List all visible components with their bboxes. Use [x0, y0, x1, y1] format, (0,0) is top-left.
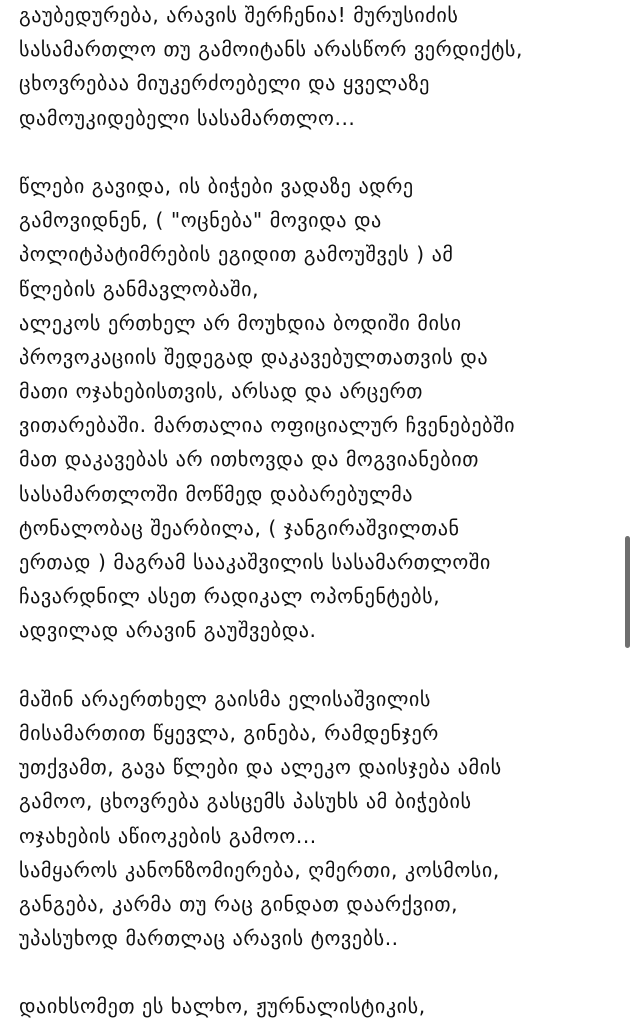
text-line: წლები გავიდა, ის ბიჭები ვადაზე ადრე — [19, 173, 414, 198]
text-line: ოჯახების აწიოკების გამოო... — [19, 823, 317, 848]
text-line: უთქვამთ, გავა წლები და ალეკო დაისჯება ამის — [19, 755, 502, 780]
text-line: გაუბედურება, არავის შერჩენია! მურუსიძის — [19, 3, 459, 27]
paragraph-4 — [19, 989, 619, 1023]
text-line: ჩავარდნილ ასეთ რადიკალ ოპონენტებს, — [19, 584, 441, 609]
paragraph-spacer — [19, 135, 619, 169]
text-line: ერთად ) მაგრამ სააკაშვილის სასამართლოში — [19, 550, 491, 574]
text-line: წლების განმავლობაში, — [19, 276, 260, 301]
text-line: სამყაროს კანონზომიერება, ღმერთი, კოსმოსი, — [19, 857, 500, 882]
text-line: მათი ოჯახებისთვის, არსად და არცერთ — [19, 379, 423, 404]
text-line: პოლიტპატიმრების ეგიდით გამოუშვეს ) ამ — [19, 242, 454, 267]
paragraph-2 — [19, 169, 619, 648]
text-line: სასამართლო თუ გამოიტანს არასწორ ვერდიქტს, — [19, 37, 523, 62]
text-line: ადვილად არავინ გაუშვებდა. — [19, 618, 317, 643]
text-line: მათ დაკავებას არ ითხოვდა და მოგვიანებით — [19, 447, 479, 472]
paragraph-spacer — [19, 955, 619, 989]
text-line: ცხოვრებაა მიუკერძოებელი და ყველაზე — [19, 71, 430, 96]
text-line: ალეკოს ერთხელ არ მოუხდია ბოდიში მისი — [19, 310, 462, 335]
paragraph-3 — [19, 682, 619, 956]
text-line: ვითარებაში. მართალია ოფიციალურ ჩვენებებში — [19, 413, 516, 438]
text-line: სასამართლოში მოწმედ დაბარებულმა — [19, 481, 414, 506]
text-line: დაიხსომეთ ეს ხალხო, ჟურნალისტიკის, — [19, 994, 426, 1019]
text-line: განგება, კარმა თუ რაც გინდათ დაარქვით, — [19, 891, 459, 916]
text-line: გამოვიდნენ, ( "ოცნება" მოვიდა და — [19, 208, 382, 233]
text-line: უპასუხოდ მართლაც არავის ტოვებს.. — [19, 926, 399, 951]
text-line: ტონალობაც შეარბილა, ( ჯანგირაშვილთან — [19, 515, 460, 540]
scrollbar-thumb[interactable] — [625, 536, 630, 648]
text-line: პროვოკაციის შედეგად დაკავებულთათვის და — [19, 344, 489, 369]
article-body — [19, 0, 619, 1024]
text-line: გამოო, ცხოვრება გასცემს პასუხს ამ ბიჭების — [19, 789, 472, 814]
paragraph-spacer — [19, 648, 619, 682]
text-line: დამოუკიდებელი სასამართლო... — [19, 105, 356, 130]
text-line: მისამართით წყევლა, გინება, რამდენჯერ — [19, 720, 439, 745]
paragraph-1 — [19, 0, 619, 135]
text-line: მაშინ არაერთხელ გაისმა ელისაშვილის — [19, 686, 432, 711]
